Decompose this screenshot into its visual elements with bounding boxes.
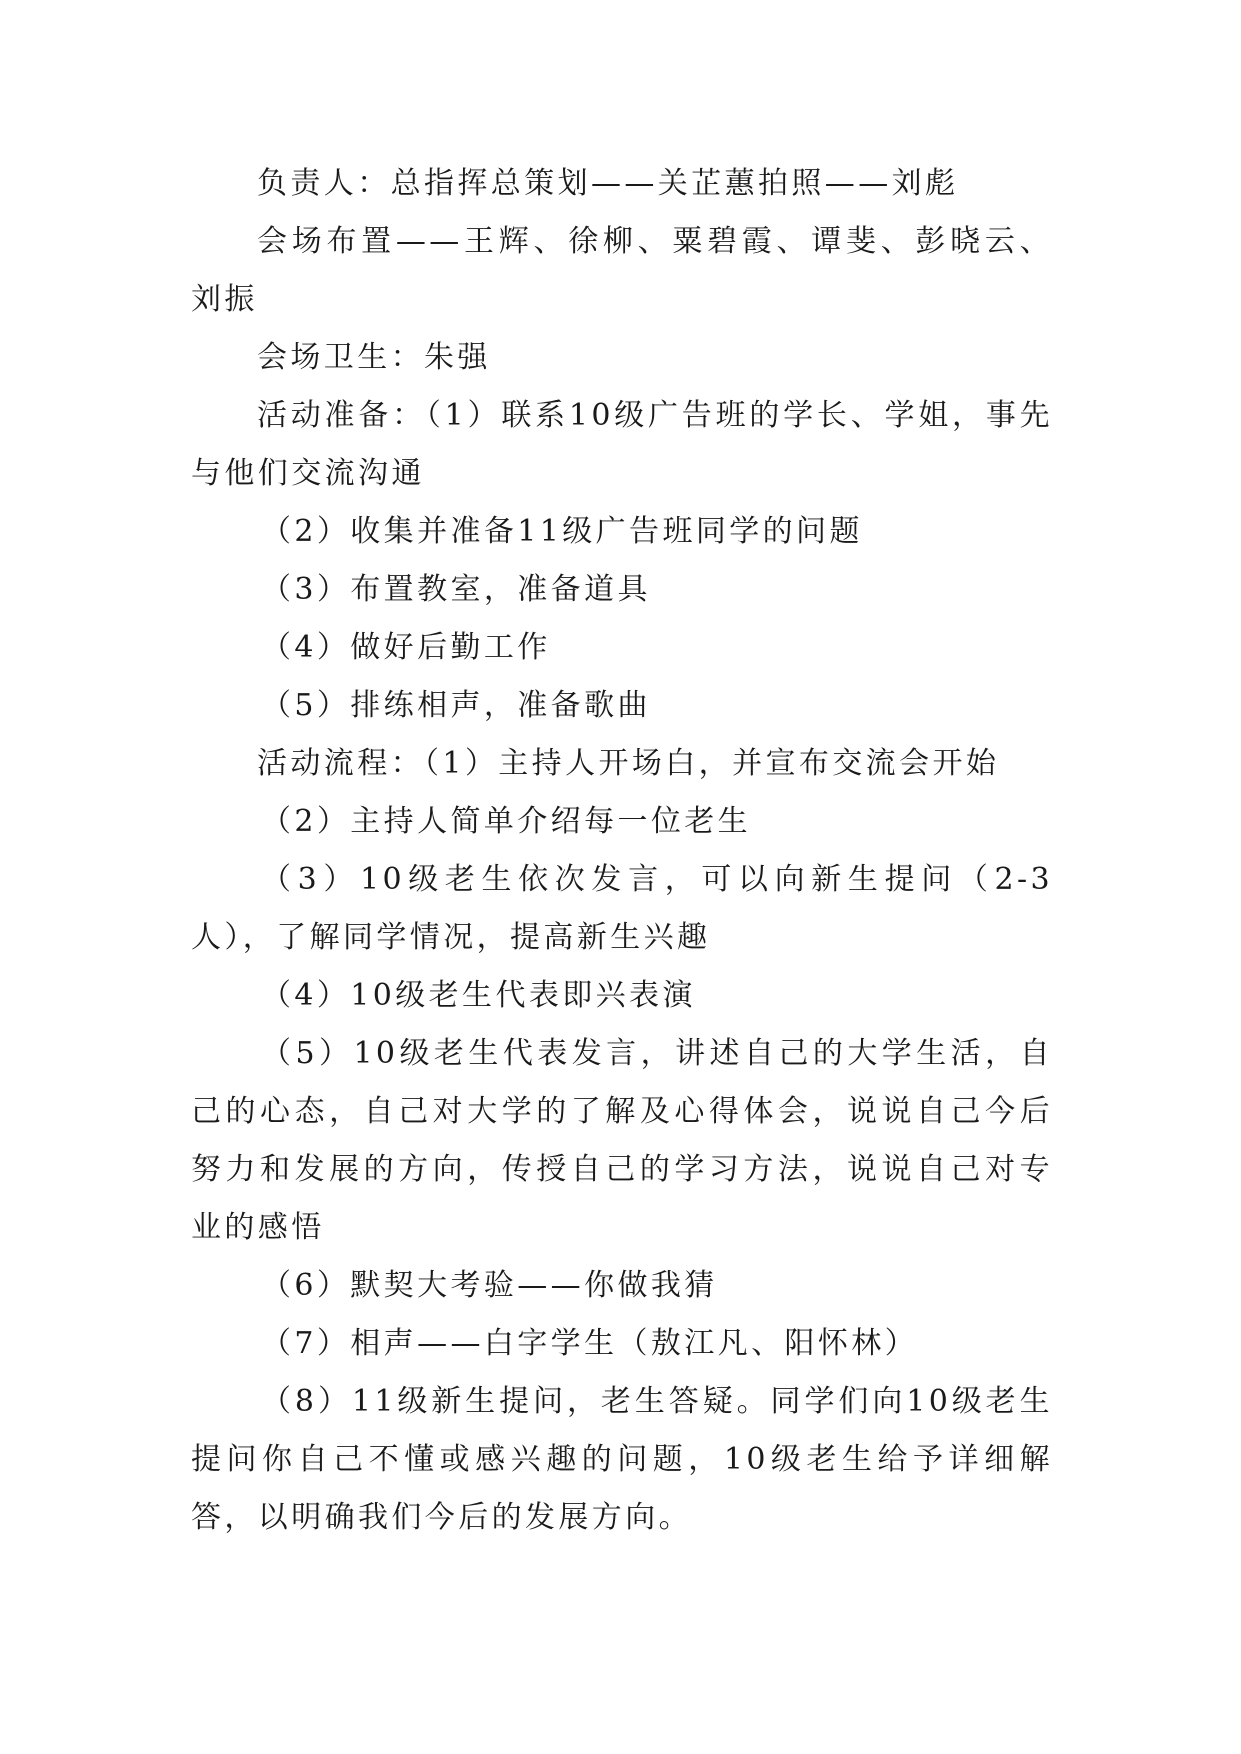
paragraph-process-6: （6）默契大考验——你做我猜 — [261, 1268, 718, 1303]
document-body — [191, 155, 1053, 1547]
paragraph-process-2: （2）主持人简单介绍每一位老生 — [261, 804, 752, 839]
paragraph-preparation-3: （3）布置教室，准备道具 — [261, 572, 651, 607]
paragraph-preparation-4: （4）做好后勤工作 — [261, 630, 551, 665]
paragraph-process-8: （8）11级新生提问，老生答疑。同学们向10级老生提问你自己不懂或感兴趣的问题，10级老生给予详细解答，以明确我们今后的发展方向。 — [191, 1384, 1053, 1535]
paragraph-process-7: （7）相声——白字学生（敖江凡、阳怀林） — [261, 1326, 919, 1361]
paragraph-responsible: 负责人：总指挥总策划——关芷蕙拍照——刘彪 — [257, 166, 959, 201]
paragraph-preparation-5: （5）排练相声，准备歌曲 — [261, 688, 651, 723]
paragraph-process-4: （4）10级老生代表即兴表演 — [261, 978, 696, 1013]
paragraph-process-1: 活动流程：（1）主持人开场白，并宣布交流会开始 — [257, 746, 1000, 781]
paragraph-venue-setup: 会场布置——王辉、徐柳、粟碧霞、谭斐、彭晓云、刘振 — [191, 224, 1053, 317]
paragraph-preparation-2: （2）收集并准备11级广告班同学的问题 — [261, 514, 863, 549]
paragraph-process-5: （5）10级老生代表发言，讲述自己的大学生活，自己的心态，自己对大学的了解及心得体会，说说自己今后努力和发展的方向，传授自己的学习方法，说说自己对专业的感悟 — [191, 1036, 1053, 1245]
paragraph-preparation-1: 活动准备：（1）联系10级广告班的学长、学姐，事先与他们交流沟通 — [191, 398, 1053, 491]
paragraph-venue-hygiene: 会场卫生：朱强 — [257, 340, 491, 375]
paragraph-process-3: （3）10级老生依次发言，可以向新生提问（2-3人），了解同学情况，提高新生兴趣 — [191, 862, 1053, 955]
